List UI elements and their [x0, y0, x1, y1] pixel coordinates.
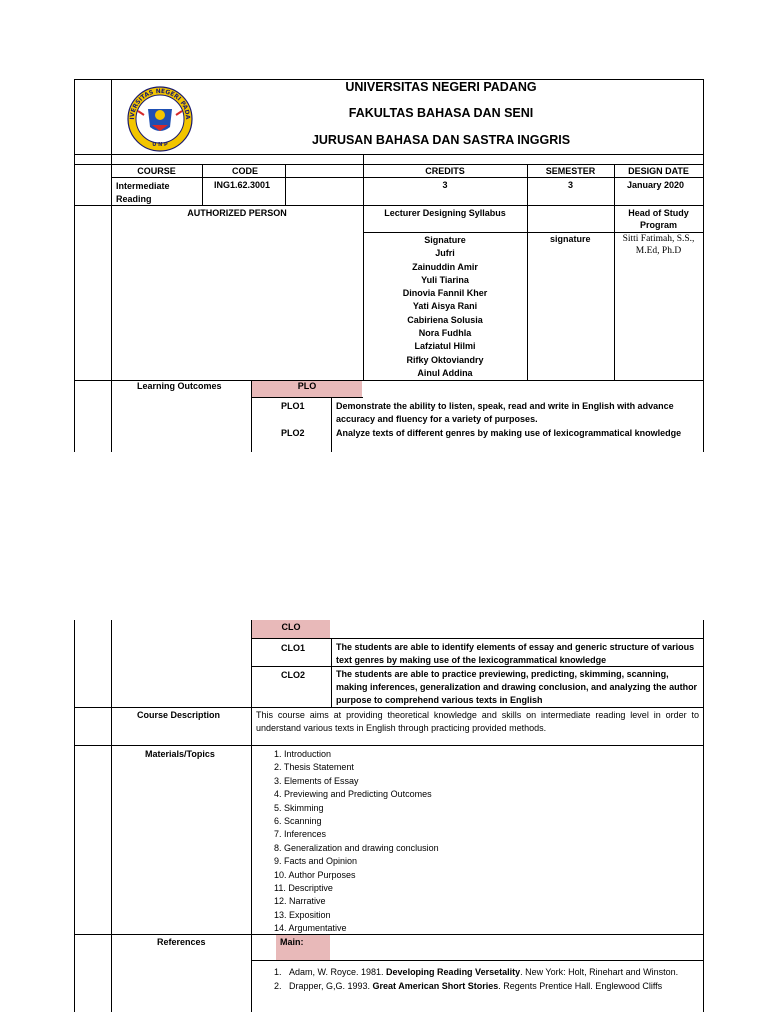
materials-label: Materials/Topics — [145, 749, 215, 759]
lecturer-name: Cabiriena Solusia — [407, 314, 483, 325]
lecturer-designing-label: Lecturer Designing Syllabus — [384, 208, 506, 218]
lecturer-name: Yati Aisya Rani — [412, 301, 478, 312]
reference-title: Developing Reading Versetality — [386, 967, 521, 977]
reference-item — [274, 966, 702, 979]
materials-list — [274, 748, 694, 935]
material-topic-item: 8. Generalization and drawing conclusion — [274, 842, 439, 853]
semester-header: SEMESTER — [545, 166, 596, 176]
material-topic-item: 11. Descriptive — [274, 882, 333, 893]
reference-number: 1. — [274, 967, 282, 977]
material-topic-item: 7. Inferences — [274, 829, 327, 840]
clo1-code: CLO1 — [281, 643, 306, 653]
references-main-label: Main: — [280, 937, 304, 947]
material-topic-item: 6. Scanning — [274, 815, 322, 826]
credits-value: 3 — [442, 180, 448, 190]
references-list — [274, 966, 702, 995]
svg-text:U N P: U N P — [152, 142, 168, 148]
plo2-code: PLO2 — [281, 428, 305, 438]
references-label: References — [157, 937, 206, 947]
code-value: ING1.62.3001 — [214, 180, 271, 190]
material-topic-item: 12. Narrative — [274, 896, 326, 907]
lecturer-name: Nora Fudhla — [418, 328, 472, 339]
design-date-header: DESIGN DATE — [628, 166, 689, 176]
reference-publisher: . New York: Holt, Rinehart and Winston. — [520, 967, 679, 977]
signature-label-2: signature — [550, 234, 591, 244]
material-topic-item: 5. Skimming — [274, 802, 324, 813]
code-header: CODE — [232, 166, 259, 176]
lecturer-name: Ainul Addina — [417, 367, 473, 378]
course-value: Intermediate Reading — [116, 181, 170, 204]
lecturer-name: Yuli Tiarina — [421, 274, 469, 285]
material-topic-item: 2. Thesis Statement — [274, 762, 354, 773]
reference-item — [274, 980, 702, 993]
reference-number: 2. — [274, 981, 282, 992]
lecturer-name: Jufri — [435, 248, 455, 259]
clo-header: CLO — [281, 622, 301, 632]
material-topic-item: 14. Argumentative — [274, 923, 347, 934]
material-topic-item: 4. Previewing and Predicting Outcomes — [274, 789, 432, 800]
lecturer-name: Rifky Oktoviandry — [406, 354, 484, 365]
department-name: JURUSAN BAHASA DAN SASTRA INGGRIS — [311, 133, 571, 147]
authorized-person-label: AUTHORIZED PERSON — [187, 208, 287, 218]
unp-seal-icon — [124, 85, 196, 153]
plo1-code: PLO1 — [281, 401, 305, 411]
material-topic-item: 9. Facts and Opinion — [274, 856, 358, 867]
faculty-name: FAKULTAS BAHASA DAN SENI — [348, 106, 534, 120]
svg-text:UNIVERSITAS NEGERI PADANG: IVERSITAS NEGERI PADA — [128, 87, 192, 120]
credits-header: CREDITS — [425, 166, 465, 176]
semester-value: 3 — [567, 180, 573, 190]
signature-label: Signature — [424, 235, 466, 245]
university-logo — [124, 85, 196, 153]
reference-publisher: . Regents Prentice Hall. Englewood Cliffs — [498, 981, 663, 992]
reference-author: Drapper, G,G. 1993. — [289, 981, 373, 992]
reference-title: Great American Short Stories — [372, 981, 499, 992]
material-topic-item: 10. Author Purposes — [274, 869, 356, 880]
material-topic-item: 1. Introduction — [274, 749, 332, 759]
lecturer-list — [363, 247, 527, 380]
reference-author: Adam, W. Royce. 1981. — [289, 967, 387, 977]
head-of-study-label: Head of Study Program — [628, 208, 689, 230]
design-date-value: January 2020 — [627, 180, 685, 190]
plo2-text: Analyze texts of different genres by making use of lexicogrammatical knowledge — [336, 428, 682, 438]
clo2-code: CLO2 — [281, 670, 306, 680]
learning-outcomes-label: Learning Outcomes — [137, 381, 222, 391]
course-description-text: This course aims at providing theoretical knowledge and skills on intermediate reading level in order to understand various texts in English through practicing provided methods. — [256, 710, 699, 733]
lecturer-name: Zainuddin Amir — [412, 261, 478, 272]
university-name: UNIVERSITAS NEGERI PADANG — [345, 80, 537, 94]
clo1-text: The students are able to identify elements of essay and generic structure of various text genres by making use of the lexicogrammatical knowledge — [336, 642, 695, 665]
clo2-text: The students are able to practice previewing, predicting, skimming, scanning, making inferences, generalization and drawing conclusion, and analyzing the author purpose to comprehend various texts in English — [336, 669, 698, 705]
head-name: Sitti Fatimah, S.S., M.Ed, Ph.D — [622, 234, 695, 256]
course-description-label: Course Description — [137, 710, 221, 720]
lecturer-signature-block — [363, 234, 527, 380]
lecturer-name: Dinovia Fannil Kher — [402, 288, 488, 299]
course-header: COURSE — [137, 166, 176, 176]
lecturer-name: Lafziatul Hilmi — [414, 341, 476, 352]
material-topic-item: 13. Exposition — [274, 909, 331, 920]
plo1-text: Demonstrate the ability to listen, speak, read and write in English with advance accuracy and fluency for a variety of purposes. — [336, 401, 674, 424]
material-topic-item: 3. Elements of Essay — [274, 775, 359, 786]
plo-header: PLO — [297, 381, 317, 391]
